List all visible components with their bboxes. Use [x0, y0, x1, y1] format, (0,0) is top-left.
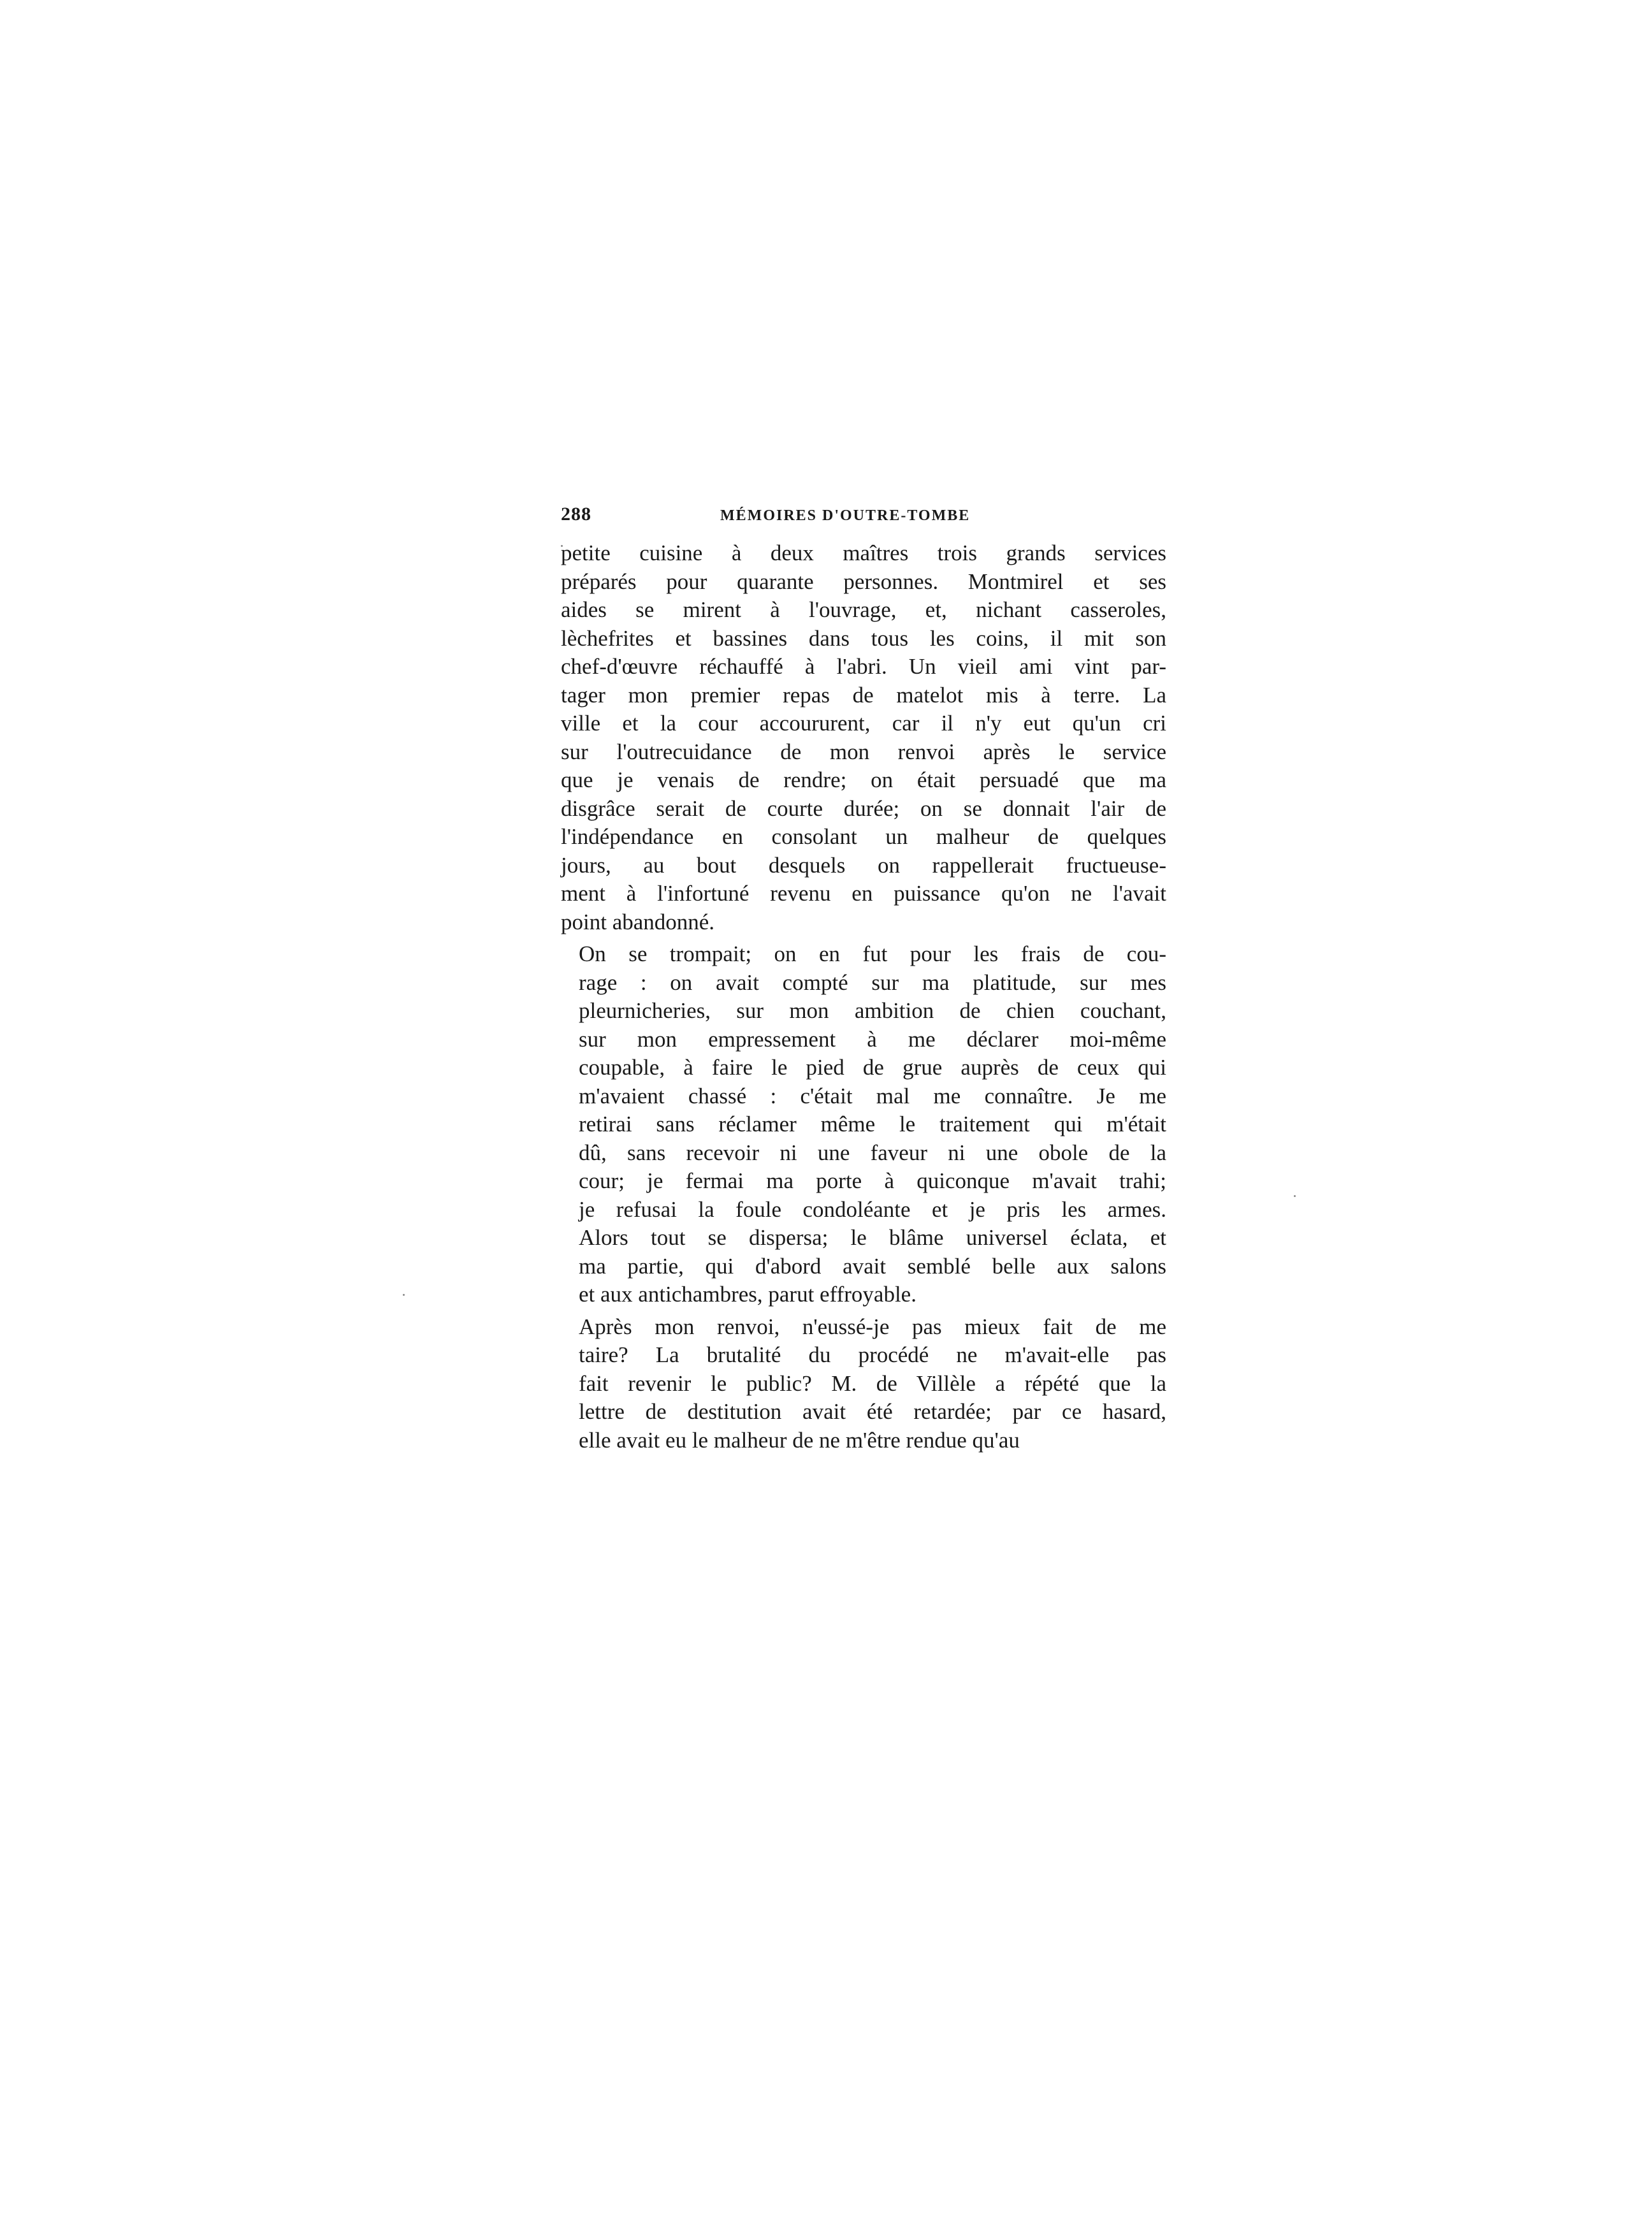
text-line: ment à l'infortuné revenu en puissance qu'on ne l'avait [561, 881, 1166, 906]
running-title: MÉMOIRES D'OUTRE-TOMBE [720, 507, 971, 524]
text-line: lèchefrites et bassines dans tous les coins, il mit son [561, 625, 1166, 651]
text-line: sur l'outrecuidance de mon renvoi après le service [561, 739, 1166, 764]
paragraph [561, 1313, 1166, 1455]
text-line: ma partie, qui d'abord avait semblé belle aux salons [579, 1253, 1166, 1279]
text-line: tager mon premier repas de matelot mis à terre. La [561, 682, 1166, 708]
text-line: m'avaient chassé : c'était mal me connaître. Je me [579, 1083, 1166, 1108]
page-number: 288 [561, 504, 591, 525]
text-line: Après mon renvoi, n'eussé-je pas mieux fait de me [579, 1314, 1166, 1339]
text-line: rage : on avait compté sur ma platitude, sur mes [579, 969, 1166, 995]
text-line: ville et la cour accoururent, car il n'y eut qu'un cri [561, 711, 1166, 736]
text-line: fait revenir le public? M. de Villèle a répété que la [579, 1370, 1166, 1396]
paragraph [561, 539, 1166, 936]
text-line: jours, au bout desquels on rappellerait fructueuse- [561, 852, 1166, 878]
text-line: et aux antichambres, parut effroyable. [579, 1282, 917, 1307]
text-line: lettre de destitution avait été retardée; par ce hasard, [579, 1399, 1166, 1424]
scan-speck [1294, 1195, 1296, 1197]
text-line: elle avait eu le malheur de ne m'être rendue qu'au [579, 1427, 1020, 1453]
text-line: On se trompait; on en fut pour les frais de cou- [579, 941, 1166, 966]
body-text [561, 539, 1166, 1455]
text-line: petite cuisine à deux maîtres trois grands services [561, 541, 1166, 565]
text-line: retirai sans réclamer même le traitement qui m'était [579, 1112, 1166, 1136]
book-page [561, 504, 1166, 1455]
text-line: je refusai la foule condoléante et je pris les armes. [579, 1196, 1166, 1222]
text-line: aides se mirent à l'ouvrage, et, nichant casseroles, [561, 597, 1166, 622]
text-line: disgrâce serait de courte durée; on se donnait l'air de [561, 795, 1166, 821]
text-line: chef-d'œuvre réchauffé à l'abri. Un vieil ami vint par- [561, 654, 1166, 679]
text-line: l'indépendance en consolant un malheur de quelques [561, 824, 1166, 849]
running-head [561, 504, 1166, 532]
text-line: cour; je fermai ma porte à quiconque m'avait trahi; [579, 1168, 1166, 1193]
text-line: dû, sans recevoir ni une faveur ni une obole de la [579, 1140, 1166, 1165]
text-line: point abandonné. [561, 909, 715, 934]
text-line: pleurnicheries, sur mon ambition de chien couchant, [579, 998, 1166, 1023]
text-line: préparés pour quarante personnes. Montmirel et ses [561, 569, 1166, 594]
text-line: sur mon empressement à me déclarer moi-même [579, 1026, 1166, 1052]
text-line: que je venais de rendre; on était persuadé que ma [561, 767, 1166, 792]
text-line: taire? La brutalité du procédé ne m'avait-elle pas [579, 1342, 1166, 1367]
text-line: coupable, à faire le pied de grue auprès de ceux qui [579, 1055, 1166, 1080]
paragraph [561, 940, 1166, 1309]
text-line: Alors tout se dispersa; le blâme universel éclata, et [579, 1225, 1166, 1250]
scan-speck [403, 1294, 405, 1296]
